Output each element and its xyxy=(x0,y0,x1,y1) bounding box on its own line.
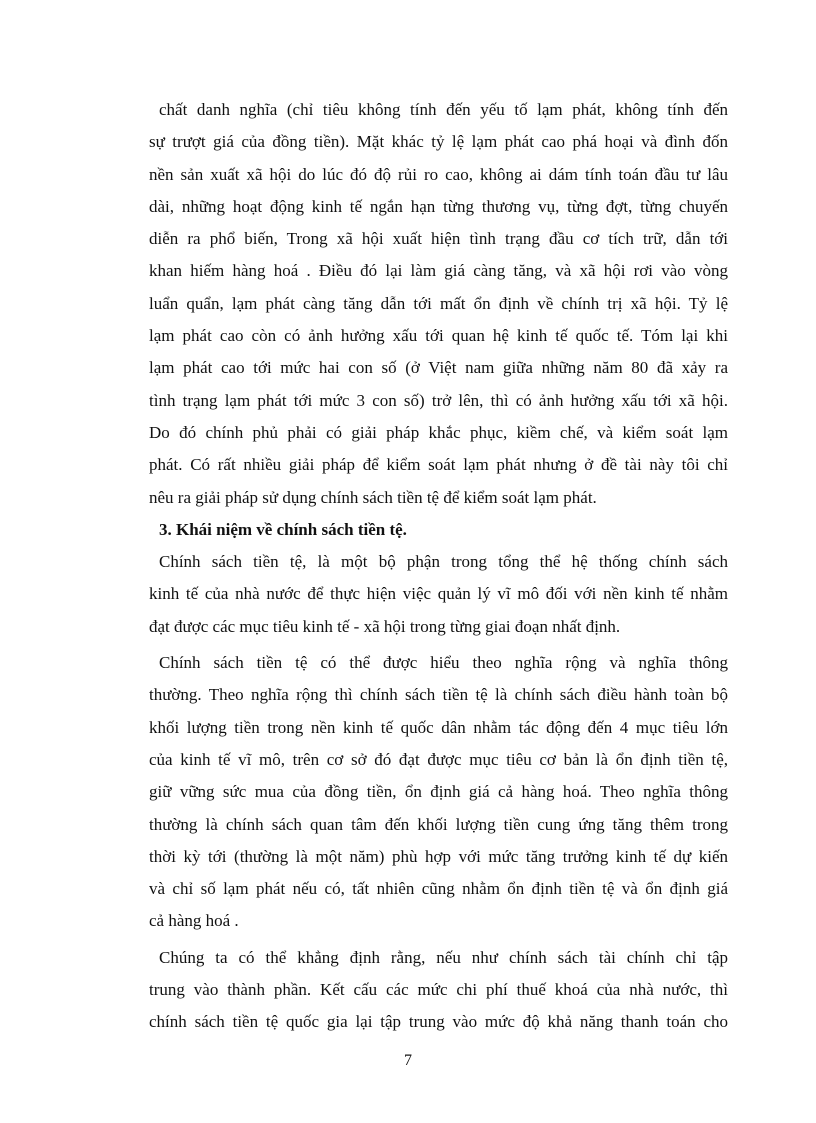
paragraph-line: dài, những hoạt động kinh tế ngắn hạn từng thương vụ, từng đợt, từng chuyến xyxy=(149,196,728,216)
paragraph-line: Chính sách tiền tệ có thể được hiểu theo nghĩa rộng và nghĩa thông xyxy=(159,653,728,673)
paragraph-1 xyxy=(149,94,728,514)
paragraph-4 xyxy=(149,942,728,1039)
paragraph-2 xyxy=(149,546,728,643)
paragraph-line: Chính sách tiền tệ, là một bộ phận trong tổng thể hệ thống chính sách xyxy=(159,552,728,572)
paragraph-line: của kinh tế vĩ mô, trên cơ sở đó đạt được mục tiêu cơ bản là ổn định tiền tệ, xyxy=(149,749,728,769)
paragraph-line: Do đó chính phủ phải có giải pháp khắc phục, kiềm chế, và kiểm soát lạm xyxy=(149,422,728,442)
paragraph-line: khối lượng tiền trong nền kinh tế quốc dân nhằm tác động đến 4 mục tiêu lớn xyxy=(149,717,728,737)
paragraph-line: trung vào thành phần. Kết cấu các mức chi phí thuế khoá của nhà nước, thì xyxy=(149,980,728,1000)
page-number: 7 xyxy=(404,1052,412,1069)
paragraph-line: lạm phát cao còn có ảnh hưởng xấu tới quan hệ kinh tế quốc tế. Tóm lại khi xyxy=(149,326,728,346)
paragraph-line: chính sách tiền tệ quốc gia lại tập trung vào mức độ khả năng thanh toán cho xyxy=(149,1012,728,1032)
document-body xyxy=(149,94,728,1039)
paragraph-line: và chỉ số lạm phát nếu có, tất nhiên cũng nhằm ổn định tiền tệ và ổn định giá xyxy=(149,879,728,899)
paragraph-line: phát. Có rất nhiều giải pháp để kiểm soát lạm phát nhưng ở đề tài này tôi chỉ xyxy=(149,455,728,475)
paragraph-line: nêu ra giải pháp sử dụng chính sách tiền tệ để kiểm soát lạm phát. xyxy=(149,487,597,507)
paragraph-line: thường là chính sách quan tâm đến khối lượng tiền cung ứng tăng thêm trong xyxy=(149,814,728,834)
paragraph-line: kinh tế của nhà nước để thực hiện việc quản lý vĩ mô đối với nền kinh tế nhằm xyxy=(149,584,728,604)
paragraph-3 xyxy=(149,647,728,938)
paragraph-line: diễn ra phổ biến, Trong xã hội xuất hiện tình trạng đầu cơ tích trữ, dẫn tới xyxy=(149,229,728,249)
paragraph-line: cả hàng hoá . xyxy=(149,911,239,931)
paragraph-line: khan hiếm hàng hoá . Điều đó lại làm giá càng tăng, và xã hội rơi vào vòng xyxy=(149,261,728,281)
paragraph-line: sự trượt giá của đồng tiền). Mặt khác tỷ lệ lạm phát cao phá hoại và đình đốn xyxy=(149,132,728,152)
paragraph-line: lạm phát cao tới mức hai con số (ở Việt nam giữa những năm 80 đã xảy ra xyxy=(149,358,728,378)
section-heading: 3. Khái niệm về chính sách tiền tệ. xyxy=(159,519,407,539)
paragraph-line: đạt được các mục tiêu kinh tế - xã hội trong từng giai đoạn nhất định. xyxy=(149,616,621,636)
paragraph-line: giữ vững sức mua của đồng tiền, ổn định giá cả hàng hoá. Theo nghĩa thông xyxy=(149,782,728,802)
paragraph-line: thời kỳ tới (thường là một năm) phù hợp với mức tăng trưởng kinh tế dự kiến xyxy=(149,846,728,866)
paragraph-line: Chúng ta có thể khẳng định rằng, nếu như chính sách tài chính chỉ tập xyxy=(159,947,728,967)
paragraph-line: nền sản xuất xã hội do lúc đó độ rủi ro cao, không ai dám tính toán đầu tư lâu xyxy=(149,164,728,184)
paragraph-line: tình trạng lạm phát tới mức 3 con số) trở lên, thì có ảnh hưởng xấu tới xã hội. xyxy=(149,390,728,410)
paragraph-line: luẩn quẩn, lạm phát càng tăng dẫn tới mất ổn định về chính trị xã hội. Tỷ lệ xyxy=(149,293,728,313)
paragraph-line: thường. Theo nghĩa rộng thì chính sách tiền tệ là chính sách điều hành toàn bộ xyxy=(149,685,728,705)
paragraph-line: chất danh nghĩa (chỉ tiêu không tính đến yếu tố lạm phát, không tính đến xyxy=(159,100,728,119)
